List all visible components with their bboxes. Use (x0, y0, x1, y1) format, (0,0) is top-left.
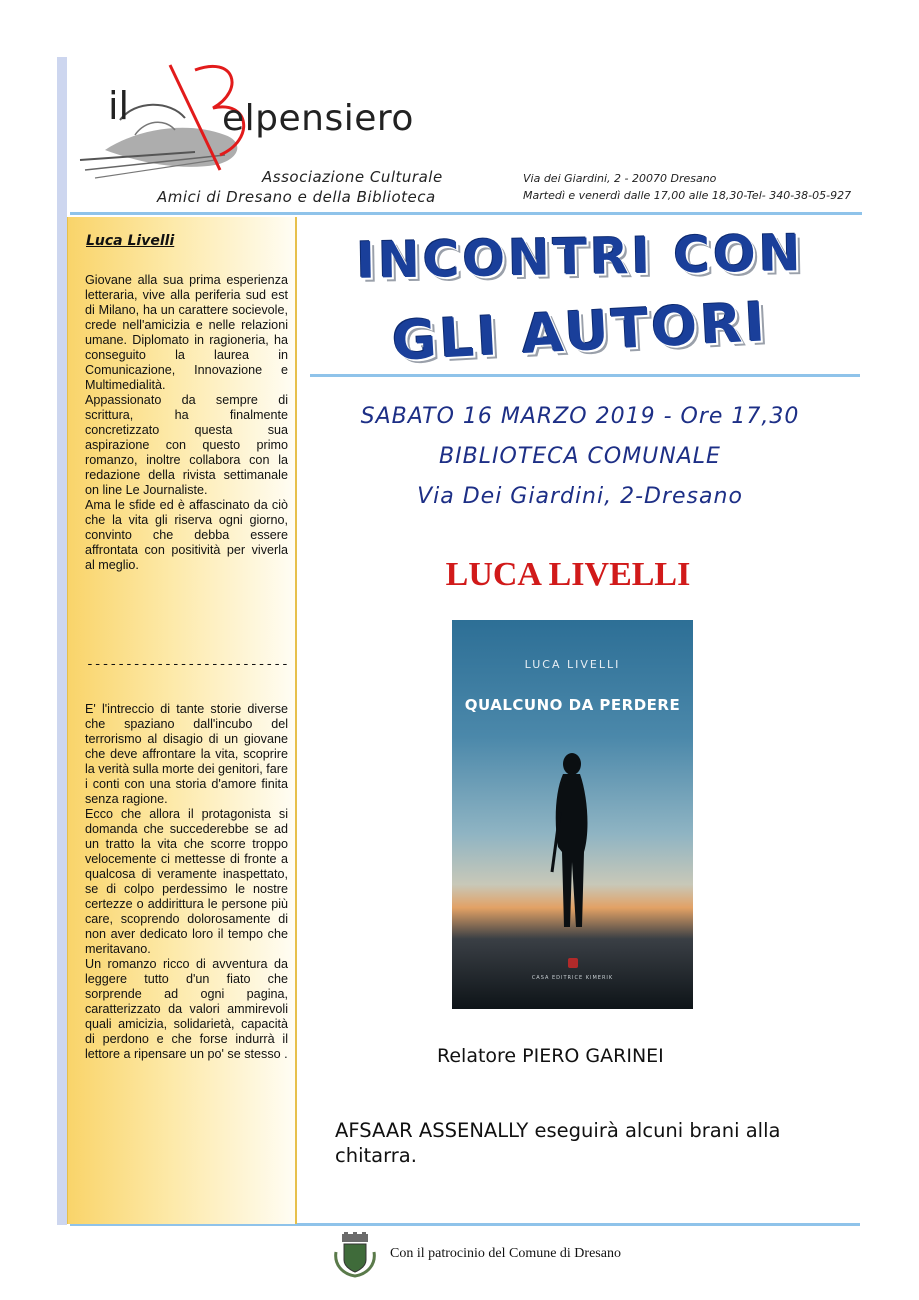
headline-line-1: INCONTRI CON (355, 224, 805, 290)
author-bio (85, 273, 288, 573)
synopsis-paragraph: Un romanzo ricco di avventura da leggere tutto d'un fiato che sorprende ad ogni pagina, caratterizzato da valori ammirevoli quali amicizia, solidarietà, capacità di perdono e che forse indurrà il lettore a ripensare un po' se stesso . (85, 957, 288, 1061)
headline-divider (310, 374, 860, 377)
logo-prefix: il (108, 84, 130, 128)
book-cover (452, 620, 693, 1009)
cover-title: QUALCUNO DA PERDERE (464, 696, 681, 714)
book-synopsis (85, 702, 288, 1062)
association-subtitle: Associazione Culturale (262, 168, 443, 186)
author-name: LUCA LIVELLI (445, 556, 691, 593)
bio-paragraph: Giovane alla sua prima esperienza letteraria, vive alla periferia sud est di Milano, ha un carattere socievole, crede nell'amicizia e nelle relazioni umane. Diplomato in ragioneria, ha conseguito la laurea in Comunicazione, Innovazione e Multimedialità. (85, 273, 288, 392)
synopsis-paragraph: E' l'intreccio di tante storie diverse che spaziano dall'incubo del terrorismo al disagio di un giovane che deve affrontare la vita, scoprire la verità sulla morte dei genitori, fare i conti con una storia d'amore finita senza ragione. (85, 702, 288, 806)
patronage-note: Con il patrocinio del Comune di Dresano (390, 1246, 621, 1261)
event-address: Via Dei Giardini, 2-Dresano (417, 484, 743, 509)
header-divider (70, 212, 862, 215)
bio-paragraph: Appassionato da sempre di scrittura, ha finalmente concretizzato questa sua aspirazione con questo primo romanzo, inoltre collabora con la redazione della rivista settimanale on line Le Journaliste. (85, 393, 288, 497)
headline-line-2: GLI AUTORI (390, 290, 770, 373)
silhouette-figure (550, 752, 594, 932)
header-address: Via dei Giardini, 2 - 20070 Dresano (523, 172, 717, 185)
bio-paragraph: Ama le sfide ed è affascinato da ciò che la vita gli riserva ogni giorno, convinto che debba essere affrontata con positività per viverla al meglio. (85, 498, 288, 572)
event-venue: BIBLIOTECA COMUNALE (439, 444, 721, 469)
sidebar-separator: -------------------------- (86, 657, 289, 672)
speaker-line: Relatore PIERO GARINEI (437, 1045, 664, 1067)
association-tagline: Amici di Dresano e della Biblioteca (157, 188, 436, 206)
event-date: SABATO 16 MARZO 2019 - Ore 17,30 (360, 404, 800, 429)
cover-author: LUCA LIVELLI (524, 658, 621, 671)
municipal-crest-icon (332, 1232, 378, 1278)
cover-publisher: CASA EDITRICE KIMERIK (531, 975, 614, 981)
performance-note: AFSAAR ASSENALLY eseguirà alcuni brani alla chitarra. (335, 1119, 781, 1167)
logo-wordmark: elpensiero (222, 98, 414, 139)
publisher-logo (568, 958, 578, 968)
synopsis-paragraph: Ecco che allora il protagonista si domanda che succederebbe se ad un tratto la vita che scorre troppo velocemente ci mettesse di fronte a qualcosa di veramente inaspettato, se di colpo perdessimo le nostre certezze o addirittura le persone più care, scoprendo dolorosamente di non aver dedicato loro il tempo che meritavano. (85, 807, 288, 956)
left-decorative-bar (57, 57, 67, 1225)
header-hours: Martedì e venerdì dalle 17,00 alle 18,30-Tel- 340-38-05-927 (523, 189, 852, 202)
sidebar-title: Luca Livelli (86, 233, 175, 249)
